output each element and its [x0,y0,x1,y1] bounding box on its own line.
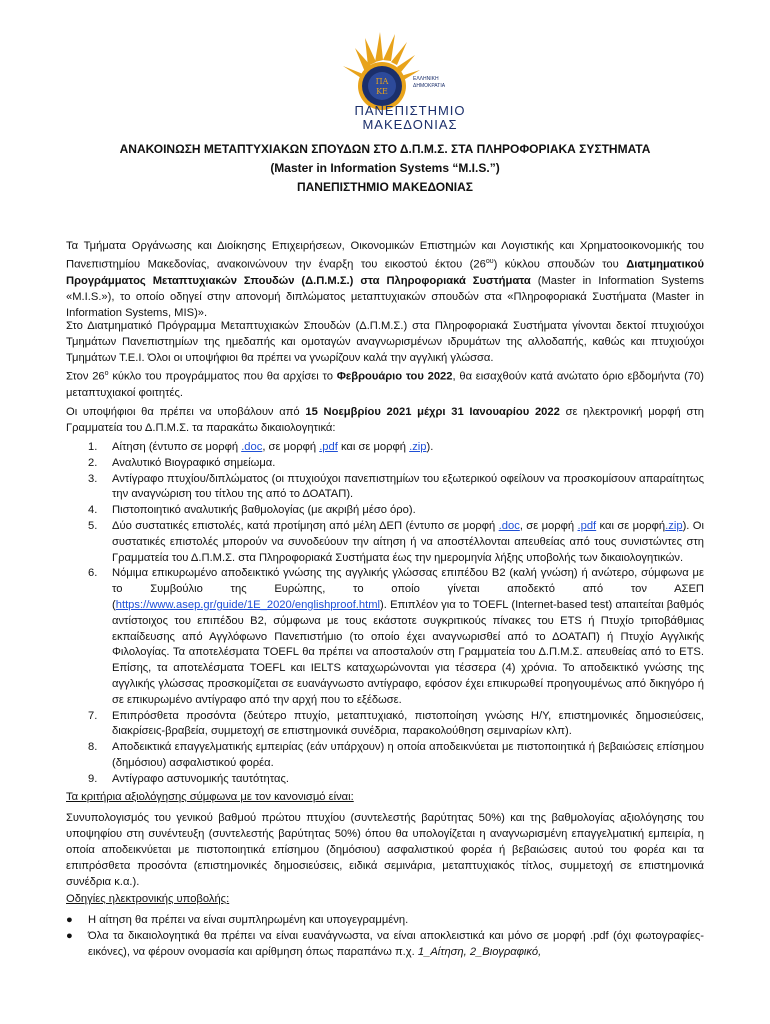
item-text: ). Επιπλέον για το TOEFL (Internet-based test) απαιτείται βαθμός αντίστοιχος του επιπέδου Β2, σύμφωνα με τους εκάστοτε συγκριτικούς πίνακες του ETS ή Πτυχίο τριτοβάθμιας εκπαίδευσης από Αγγλόφωνο Πανεπιστήμιο (το οποίο έχει αναγνωρισθεί από το ΔΟΑΤΑΠ) ή Πτυχίο Αγγλικής Φιλολογίας. Τα αποτελέσματα TOEFL θα πρέπει να αποσταλούν στη Γραμματεία του Δ.Π.Μ.Σ. απευθείας από το ETS. Επίσης, τα αποτελέσματα TOEFL και IELTS καταχωρώνονται για τέσσερα (4) χρόνια. Το αποδεικτικό γνώσης της αγγλικής γλώσσας προσκομίζεται σε ευανάγνωστο αντίγραφο, εφόσον έχει επικυρωθεί προηγουμένως από δικηγόρο ή σε επικυρωμένο αντίγραφο από την αρχή που το εξέδωσε. [112,598,704,706]
item-text: , σε μορφή [519,519,578,532]
instructions-list [66,912,704,960]
item-text: Αντίγραφο αστυνομικής ταυτότητας. [112,772,289,785]
item-text: Αντίγραφο πτυχίου/διπλώματος (οι πτυχιούχοι πανεπιστημίων του εξωτερικού οφείλουν να προσκομίσουν απαραίτητως την αναγνώριση του τίτλου της από το ΔΟΑΤΑΠ). [112,472,704,501]
start-date: Φεβρουάριο του 2022 [336,370,453,383]
list-item [66,519,704,566]
cycle-superscript: ο [104,370,109,377]
item-text: Επιπρόσθετα προσόντα (δεύτερο πτυχίο, μεταπτυχιακό, πιστοποίηση γνώσης Η/Υ, επιστημονικές δημοσιεύσεις, διακρίσεις-βραβεία, συμμετοχή σε επιστημονικά συνέδρια, παρακολούθηση σεμιναρίων κλπ). [112,709,704,738]
list-number: 7. [88,709,98,722]
item-text: και σε μορφή [596,519,666,532]
list-item [66,440,704,456]
bullet-icon: ● [66,930,73,942]
submission-period: 15 Νοεμβρίου 2021 μέχρι 31 Ιανουαρίου 2022 [305,406,560,418]
list-number: 3. [88,472,98,485]
list-number: 8. [88,741,98,754]
item-text: ). [426,441,434,453]
list-item [66,456,704,472]
cycle-text-3: , θα εισαχθούν κατά ανώτατο όριο εβδομήντα (70) μεταπτυχιακοί φοιτητές. [66,370,704,399]
item-text: Αναλυτικό Βιογραφικό σημείωμα. [112,456,276,469]
university-name-line2: ΜΑΚΕΔΟΝΙΑΣ [362,117,458,132]
cycle-text-2: κύκλο του προγράμματος που θα αρχίσει το [108,370,337,383]
list-item [66,709,704,741]
svg-text:ΠΑ: ΠΑ [375,77,389,86]
criteria-heading: Τα κριτήρια αξιολόγησης σύμφωνα με τον κανονισμό είναι: [66,791,354,803]
program-name: Διατμηματικού Προγράμματος Μεταπτυχιακών Σπουδών (Δ.Π.Μ.Σ.) στα Πληροφοριακά Συστήματα [66,258,704,287]
intro-text-3: (Master in Information Systems «M.I.S.»), το οποίο οδηγεί στην απονομή διπλώματος μεταπτυχιακών σπουδών στα «Πληροφοριακά Συστήματα (Master in Information Systems, MIS)». [66,274,704,319]
zip-link[interactable]: .zip [409,441,427,453]
item-text: Δύο συστατικές επιστολές, κατά προτίμηση από μέλη ΔΕΠ (έντυπο σε μορφή [112,519,499,532]
submission-text-2: σε ηλεκτρονική μορφή στη Γραμματεία του Δ.Π.Μ.Σ. τα παρακάτω δικαιολογητικά: [66,406,704,434]
list-item [66,503,704,519]
list-number: 4. [88,504,98,517]
item-text: και σε μορφή [337,441,410,453]
eligibility-paragraph: Στο Διατμηματικό Πρόγραμμα Μεταπτυχιακών Σπουδών (Δ.Π.Μ.Σ.) στα Πληροφοριακά Συστήματα γίνονται δεκτοί πτυχιούχοι Τμημάτων Πανεπιστημίων της ημεδαπής και ομοταγών αναγνωρισμένων ιδρυμάτων της αλλοδαπής, καθώς και πτυχιούχοι Τμημάτων Τ.Ε.Ι. Όλοι οι υποψήφιοι θα πρέπει να γνωρίζουν καλά την αγγλική γλώσσα. [66,320,704,364]
doc-link[interactable]: .doc [241,441,263,453]
list-item [66,566,704,708]
svg-text:ΕΛΛΗΝΙΚΗ: ΕΛΛΗΝΙΚΗ [413,76,439,82]
submission-paragraph [66,404,704,436]
intro-text-1: Τα Τμήματα Οργάνωσης και Διοίκησης Επιχειρήσεων, Οικονομικών Επιστημών και Λογιστικής και Χρηματοοικονομικής του Πανεπιστημίου Μακεδονίας, ανακοινώνουν την έναρξη του εικοστού έκτου (26 [66,240,704,271]
item-text: Πιστοποιητικό αναλυτικής βαθμολογίας (με ακριβή μέσο όρο). [112,504,416,517]
item-text: Νόμιμα επικυρωμένο αποδεικτικό γνώσης της αγγλικής γλώσσας επιπέδου Β2 (καλή γνώση) ή ανώτερο, σύμφωνα με το Συμβούλιο της Ευρώπης, το οποίο γίνεται αποδεκτό από τον ΑΣΕΠ ( [112,567,704,611]
list-item [66,740,704,772]
list-item [66,912,704,928]
example-filenames: 1_Αίτηση, 2_Βιογραφικό, [417,946,542,958]
list-number: 2. [88,456,98,469]
intro-paragraph [66,238,704,321]
bullet-icon: ● [66,914,73,926]
submission-text-1: Οι υποψήφιοι θα πρέπει να υποβάλουν από [66,406,306,418]
university-logo [325,20,475,138]
list-item [66,472,704,504]
list-number: 1. [88,441,98,453]
cycle-paragraph [66,366,704,401]
svg-text:ΔΗΜΟΚΡΑΤΙΑ: ΔΗΜΟΚΡΑΤΙΑ [413,83,446,89]
recommendation-zip-link[interactable]: .zip [665,519,683,532]
university-heading: ΠΑΝΕΠΙΣΤΗΜΙΟ ΜΑΚΕΔΟΝΙΑΣ [296,180,474,194]
criteria-paragraph: Συνυπολογισμός του γενικού βαθμού πρώτου πτυχίου (συντελεστής βαρύτητας 50%) και της βαθμολογίας αξιολόγησης του υποψηφίου στη συνέντευξη (συντελεστής βαρύτητας 50%) όπου θα υπολογίζεται η αναγνωρισμένη επαγγελματική εμπειρία, η οποία αποδεικνύεται με πιστοποιητικά επίσημου (δημόσιου) ασφαλιστικού φορέα ή βεβαιώσεις αυτού του φορέα και τα επιπρόσθετα προσόντα (επιστημονικές δημοσιεύσεις, ειδικά σεμινάρια, μεταπτυχιακός τίτλος, συμμετοχή σε επιστημονικά συνέδρια κ.α.). [66,812,704,888]
item-text: Αίτηση (έντυπο σε μορφή [112,441,242,453]
list-number: 5. [88,519,98,532]
list-item [66,928,704,960]
intro-text-2: ) κύκλου σπουδών του [493,258,627,271]
list-number: 6. [88,567,98,580]
announcement-subtitle: (Master in Information Systems “M.I.S.”) [270,161,500,175]
list-item [66,772,704,788]
item-text: Αποδεικτικά επαγγελματικής εμπειρίας (εάν υπάρχουν) η οποία αποδεικνύεται με πιστοποιητικά ή βεβαιώσεις επίσημου (δημόσιου) ασφαλιστικού φορέα. [112,741,704,769]
intro-superscript: ου [485,258,494,265]
item-text: Η αίτηση θα πρέπει να είναι συμπληρωμένη και υπογεγραμμένη. [88,914,409,926]
recommendation-pdf-link[interactable]: .pdf [577,519,597,532]
asep-link[interactable]: https://www.asep.gr/guide/1E_2020/englishproof.html [115,598,381,611]
list-number: 9. [88,772,98,785]
recommendation-doc-link[interactable]: .doc [498,519,520,532]
cycle-text-1: Στον 26 [66,370,105,383]
item-text: ). Οι συστατικές επιστολές μπορούν να συνοδεύουν την αίτηση ή να αποστέλλονται απευθείας από τους συνιστώντες στη Γραμματεία του Δ.Π.Μ.Σ. στα Πληροφοριακά Συστήματα έως την ημερομηνία λήξης υποβολής των δικαιολογητικών. [112,519,704,564]
university-name-line1: ΠΑΝΕΠΙΣΤΗΜΙΟ [354,103,466,118]
instructions-heading: Οδηγίες ηλεκτρονικής υποβολής: [66,893,230,905]
announcement-title: ΑΝΑΚΟΙΝΩΣΗ ΜΕΤΑΠΤΥΧΙΑΚΩΝ ΣΠΟΥΔΩΝ ΣΤΟ Δ.Π.Μ.Σ. ΣΤΑ ΠΛΗΡΟΦΟΡΙΑΚΑ ΣΥΣΤΗΜΑΤΑ [119,142,651,156]
university-name [345,104,475,132]
item-text: Όλα τα δικαιολογητικά θα πρέπει να είναι ευανάγνωστα, να είναι αποκλειστικά και μόνο σε μορφή .pdf (όχι φωτογραφίες-εικόνες), να φέρουν ονομασία και αρίθμηση όπως παραπάνω π.χ. [88,930,704,958]
pdf-link[interactable]: .pdf [319,441,338,453]
required-documents-list [66,440,704,788]
svg-text:ΚΕ: ΚΕ [376,87,388,96]
item-text: , σε μορφή [262,441,320,453]
